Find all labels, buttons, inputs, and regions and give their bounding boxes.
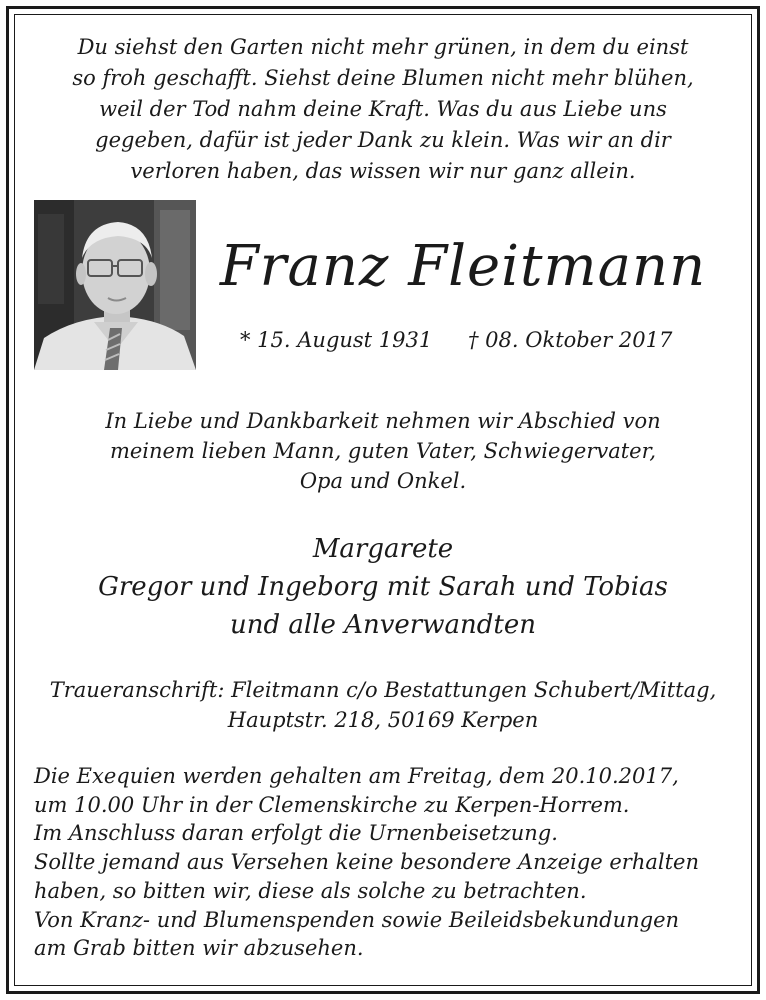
deceased-name: Franz Fleitmann bbox=[219, 234, 707, 299]
death-date: † 08. Oktober 2017 bbox=[468, 328, 673, 352]
portrait-photo bbox=[34, 200, 196, 370]
mourners-list: Margarete Gregor und Ingeborg mit Sarah und Tobias und alle Anverwandten bbox=[98, 534, 668, 640]
farewell-text: In Liebe und Dankbarkeit nehmen wir Abschied von meinem lieben Mann, guten Vater, Schwiegervater, Opa und Onkel. bbox=[105, 409, 661, 493]
memorial-poem: Du siehst den Garten nicht mehr grünen, in dem du einst so froh geschafft. Siehst deine Blumen nicht mehr blühen, weil der Tod nahm deine Kraft. Was du aus Liebe uns gegeben, dafür ist jeder Dank zu klein. Was wir an dir verloren haben, das wissen wir nur ganz allein. bbox=[72, 35, 694, 183]
service-information: Die Exequien werden gehalten am Freitag, dem 20.10.2017, um 10.00 Uhr in der Clemenskirche zu Kerpen-Horrem. Im Anschluss daran erfolgt die Urnenbeisetzung. Sollte jemand aus Versehen keine besondere Anzeige erhalten haben, so bitten wir, diese als solche zu betrachten. Von Kranz- und Blumenspenden sowie Beileidsbekundungen am Grab bitten wir abzusehen. bbox=[34, 764, 699, 961]
birth-date: * 15. August 1931 bbox=[240, 328, 433, 352]
mourning-address: Traueranschrift: Fleitmann c/o Bestattungen Schubert/Mittag, Hauptstr. 218, 50169 Kerpen bbox=[49, 678, 717, 732]
